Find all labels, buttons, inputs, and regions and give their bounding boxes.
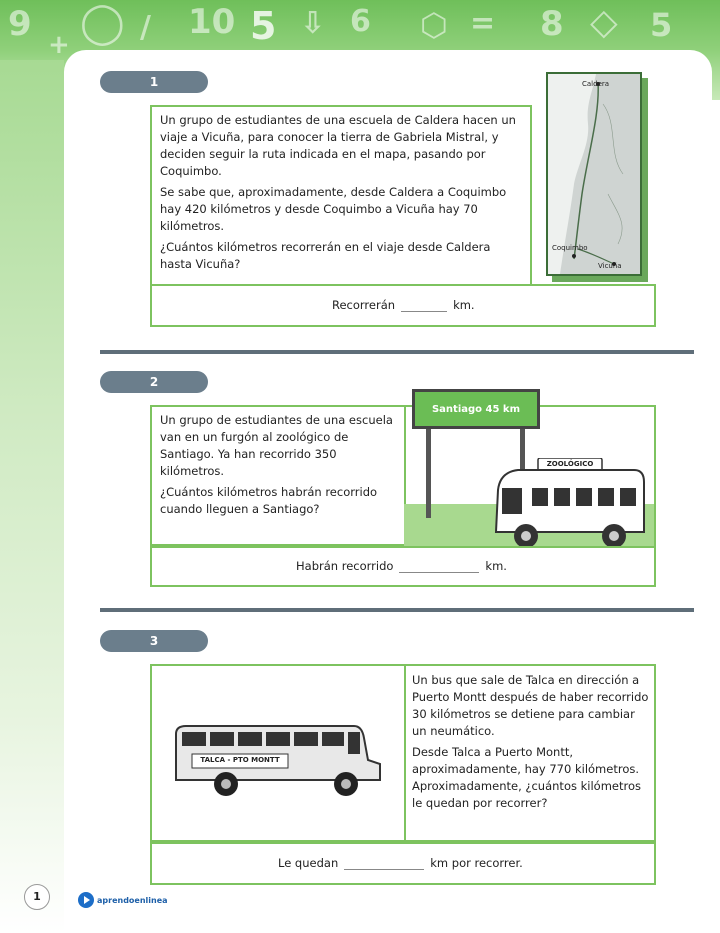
answer-prefix: Le quedan (278, 855, 339, 870)
problem-number-badge: 1 (100, 71, 208, 93)
answer-suffix: km. (485, 558, 507, 573)
answer-suffix: km por recorrer. (430, 855, 523, 870)
play-icon (78, 892, 94, 908)
answer-prefix: Recorrerán (332, 297, 396, 312)
answer-suffix: km. (453, 297, 475, 312)
answer-blank[interactable] (399, 558, 479, 573)
page-number: 1 (24, 884, 50, 910)
problem-1-statement (160, 112, 520, 277)
sign-post (426, 428, 431, 518)
side-decoration (0, 60, 64, 933)
map-label-coquimbo: Coquimbo (552, 244, 588, 252)
header-decoration: 9 + ◯ / 10 5 ⇩ 6 ⬡ = 8 ◇ 5 (0, 0, 720, 100)
bus-illustration (172, 720, 384, 798)
problem-3-paragraph: Un bus que sale de Talca en dirección a Puerto Montt después de haber recorrido 30 kilómetros se detiene para cambiar un neumático. (412, 673, 649, 738)
problem-3-statement (412, 672, 650, 816)
problem-number-badge: 2 (100, 371, 208, 393)
problem-2-question: ¿Cuántos kilómetros habrán recorrido cuando lleguen a Santiago? (160, 485, 378, 516)
answer-blank[interactable] (401, 297, 447, 312)
answer-prefix: Habrán recorrido (296, 558, 394, 573)
section-divider (100, 350, 694, 354)
map-label-caldera: Caldera (582, 80, 610, 88)
problem-1-question: ¿Cuántos kilómetros recorrerán en el viaje desde Caldera hasta Vicuña? (160, 240, 491, 271)
bus-sign: ZOOLÓGICO (546, 460, 594, 468)
road-sign: Santiago 45 km (412, 389, 540, 429)
problem-1-paragraph: Se sabe que, aproximadamente, desde Caldera a Coquimbo hay 420 kilómetros y desde Coquimbo a Vicuña hay 70 kilómetros. (160, 185, 507, 233)
problem-3-question: Desde Talca a Puerto Montt, aproximadamente, hay 770 kilómetros. Aproximadamente, ¿cuántos kilómetros le quedan por recorrer? (412, 745, 642, 810)
route-map (546, 72, 642, 276)
logo-text: aprendoenlinea (97, 895, 168, 905)
problem-1-answer (332, 297, 475, 312)
problem-2-statement (160, 412, 396, 522)
problem-3-answer (278, 855, 523, 870)
minibus-illustration (492, 458, 646, 550)
problem-1-paragraph: Un grupo de estudiantes de una escuela de Caldera hacen un viaje a Vicuña, para conocer la tierra de Gabriela Mistral, y deciden seguir la ruta indicada en el mapa, pasando por Coquimbo. (160, 113, 516, 178)
problem-number-badge: 3 (100, 630, 208, 652)
map-label-vicuna: Vicuña (598, 262, 622, 270)
bus-sign: TALCA - PTO MONTT (200, 756, 280, 764)
answer-blank[interactable] (344, 855, 424, 870)
section-divider (100, 608, 694, 612)
publisher-logo[interactable] (78, 892, 168, 908)
problem-2-answer (296, 558, 507, 573)
problem-2-paragraph: Un grupo de estudiantes de una escuela van en un furgón al zoológico de Santiago. Ya han recorrido 350 kilómetros. (160, 413, 393, 478)
